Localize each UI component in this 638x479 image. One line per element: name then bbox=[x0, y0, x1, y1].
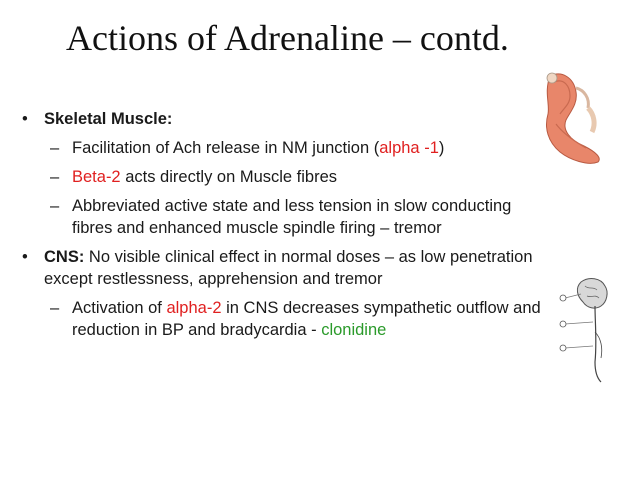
abbreviated-text: Abbreviated active state and less tension in slow conducting fibres and enhanced muscle spindle firing – tremor bbox=[72, 197, 512, 237]
skeletal-muscle-heading: Skeletal Muscle: bbox=[44, 110, 173, 128]
bullet-cns bbox=[22, 246, 552, 290]
beta2-text: acts directly on Muscle fibres bbox=[120, 168, 338, 186]
alpha-label: alpha bbox=[379, 139, 420, 157]
ach-text-pre: Facilitation of Ach release in NM junction ( bbox=[72, 139, 380, 157]
beta2-label: Beta-2 bbox=[72, 168, 121, 186]
bullet-skeletal-muscle bbox=[22, 108, 552, 130]
sub-bullet-abbreviated bbox=[22, 195, 552, 239]
sub-bullet-beta2 bbox=[22, 166, 552, 188]
alpha2-text-pre: Activation of bbox=[72, 299, 167, 317]
bullet-list bbox=[22, 108, 552, 341]
arm-muscle-illustration-icon bbox=[540, 68, 610, 166]
alpha-one-label: -1 bbox=[419, 139, 439, 157]
sub-bullet-ach-release bbox=[22, 137, 552, 159]
cns-text: No visible clinical effect in normal doses – as low penetration except restlessness, apprehension and tremor bbox=[44, 248, 533, 288]
cns-heading: CNS: bbox=[44, 248, 85, 266]
slide-title: Actions of Adrenaline – contd. bbox=[66, 18, 509, 58]
ach-text-post: ) bbox=[438, 139, 445, 157]
alpha2-text-mid: in CNS decreases sympathetic outflow and reduction in BP and bradycardia - bbox=[72, 299, 541, 339]
clonidine-label: clonidine bbox=[321, 321, 387, 339]
brain-neuron-diagram-icon bbox=[555, 272, 615, 384]
alpha2-label: alpha-2 bbox=[166, 299, 222, 317]
sub-bullet-alpha2 bbox=[22, 297, 552, 341]
